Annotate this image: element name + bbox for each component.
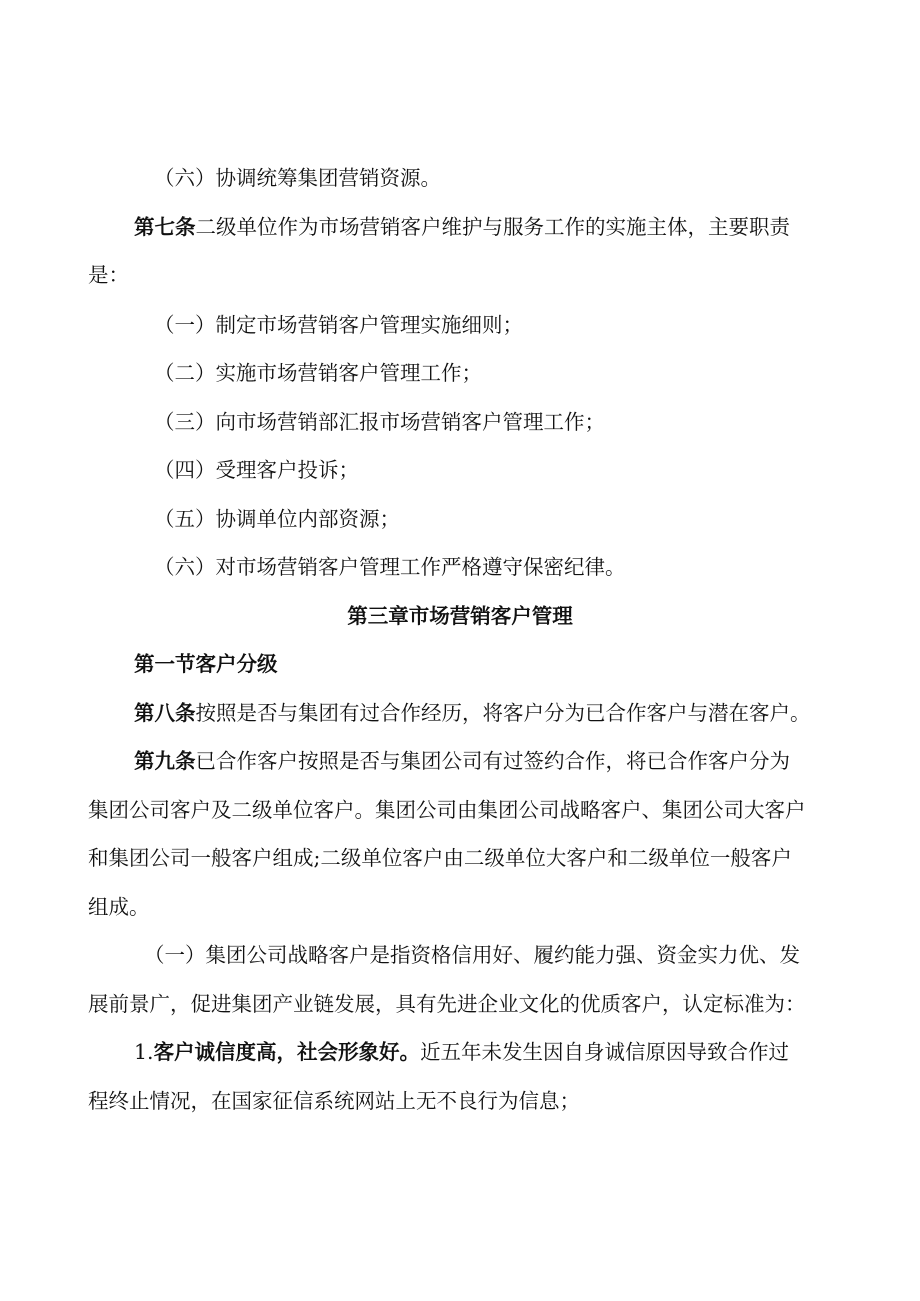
article-9-line2 bbox=[0, 795, 920, 825]
section-1-title: 第一节客户分级 bbox=[134, 652, 278, 676]
article-9-text-cont: 组成。 bbox=[88, 895, 150, 919]
criterion-1-line1 bbox=[0, 1037, 920, 1067]
chapter-3-title: 第三章市场营销客户管理 bbox=[347, 604, 573, 628]
article-7-item-4 bbox=[0, 455, 920, 485]
section-title bbox=[0, 649, 920, 679]
article-9-label: 第九条 bbox=[134, 749, 196, 773]
article-7-line2 bbox=[0, 260, 920, 290]
strategic-client-line2 bbox=[0, 989, 920, 1019]
chapter-title bbox=[0, 601, 920, 631]
article-7-line1 bbox=[0, 212, 920, 242]
article-7-item-6 bbox=[0, 552, 920, 582]
article-9-line1 bbox=[0, 746, 920, 776]
list-item: （四）受理客户投诉； bbox=[154, 458, 359, 482]
article-7-label: 第七条 bbox=[134, 215, 196, 239]
strategic-client-text: （一）集团公司战略客户是指资格信用好、履约能力强、资金实力优、发 bbox=[144, 943, 800, 967]
article-9-text: 已合作客户按照是否与集团公司有过签约合作，将已合作客户分为 bbox=[195, 749, 790, 773]
article-9-text-cont: 集团公司客户及二级单位客户。集团公司由集团公司战略客户、集团公司大客户 bbox=[88, 798, 806, 822]
article-7-item-1 bbox=[0, 310, 920, 340]
article-7-text-cont: 是： bbox=[88, 263, 129, 287]
list-item: （一）制定市场营销客户管理实施细则； bbox=[154, 313, 523, 337]
article-7-item-3 bbox=[0, 407, 920, 437]
article-7-text: 二级单位作为市场营销客户维护与服务工作的实施主体，主要职责 bbox=[195, 215, 790, 239]
criterion-1-bold: 客户诚信度高，社会形象好。 bbox=[153, 1040, 421, 1064]
article-9-line4 bbox=[0, 892, 920, 922]
list-item: （三）向市场营销部汇报市场营销客户管理工作； bbox=[154, 410, 605, 434]
criterion-1-number: 1. bbox=[134, 1040, 154, 1064]
article-7-item-5 bbox=[0, 504, 920, 534]
list-item: （五）协调单位内部资源； bbox=[154, 507, 400, 531]
list-item: （六）对市场营销客户管理工作严格遵守保密纪律。 bbox=[154, 555, 626, 579]
list-item: （二）实施市场营销客户管理工作； bbox=[154, 361, 482, 385]
article-8-label: 第八条 bbox=[134, 701, 196, 725]
paragraph-coordinate-resources bbox=[0, 163, 920, 193]
article-8 bbox=[0, 698, 920, 728]
article-7-item-2 bbox=[0, 358, 920, 388]
criterion-1-line2 bbox=[0, 1086, 920, 1116]
strategic-client-text-cont: 展前景广，促进集团产业链发展，具有先进企业文化的优质客户，认定标准为： bbox=[88, 992, 806, 1016]
criterion-1-text-cont: 程终止情况，在国家征信系统网站上无不良行为信息； bbox=[88, 1089, 580, 1113]
paragraph-text: （六）协调统筹集团营销资源。 bbox=[154, 166, 441, 190]
article-9-text-cont: 和集团公司一般客户组成;二级单位客户由二级单位大客户和二级单位一般客户 bbox=[88, 846, 792, 870]
article-9-line3 bbox=[0, 843, 920, 873]
strategic-client-line1 bbox=[0, 940, 920, 970]
article-8-text: 按照是否与集团有过合作经历，将客户分为已合作客户与潜在客户。 bbox=[195, 701, 811, 725]
criterion-1-text: 近五年未发生因自身诚信原因导致合作过 bbox=[420, 1040, 790, 1064]
